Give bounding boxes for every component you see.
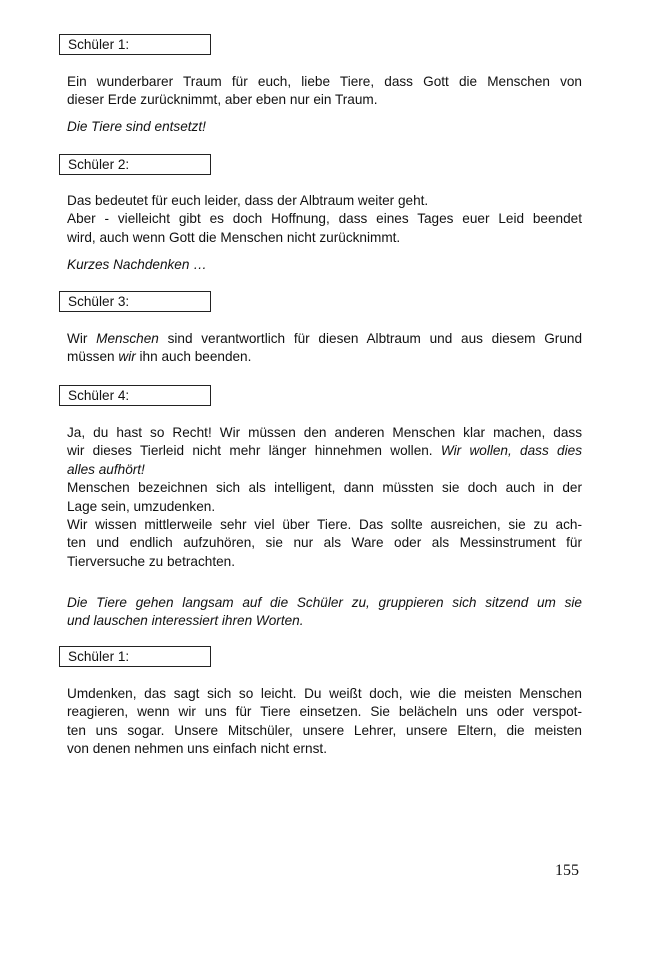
text-line: Wir wissen mittlerweile sehr viel über Tiere. Das sollte ausreichen, sie zu ach- [67,517,582,533]
text-line: und lauschen interessiert ihren Worten. [67,613,304,629]
page-number: 155 [555,862,579,879]
dialogue-paragraph [67,330,582,367]
dialogue-paragraph [67,73,582,110]
text-line [67,461,582,479]
text-run: sind verantwortlich für diesen Albtraum und aus diesem Grund [158,331,583,346]
text-line: Die Tiere gehen langsam auf die Schüler zu, gruppieren sich sitzend um sie [67,595,582,610]
speaker-box: Schüler 1: [59,646,211,667]
speaker-box: Schüler 3: [59,291,211,312]
text-line: von denen nehmen uns einfach nicht ernst. [67,741,327,757]
text-line: dieser Erde zurücknimmt, aber eben nur ein Traum. [67,92,378,108]
text-line: Ja, du hast so Recht! Wir müssen den anderen Menschen klar machen, dass [67,425,582,440]
text-line: Tierversuche zu betrachten. [67,553,235,569]
text-line [67,330,582,348]
text-run: müssen [67,349,119,365]
text-line: ten uns sogar. Unsere Mitschüler, unsere Lehrer, unsere Eltern, die meisten [67,722,582,738]
dialogue-paragraph [67,424,582,571]
dialogue-paragraph [67,685,582,759]
text-line: Ein wunderbarer Traum für euch, liebe Tiere, dass Gott die Menschen von [67,74,582,89]
text-run: ihn auch beenden. [135,349,252,365]
text-run: wir dieses Tierleid nicht mehr länger hinnehmen wollen. [67,443,441,459]
speaker-box: Schüler 4: [59,385,211,406]
text-line [67,442,582,460]
emphasis-run: Wir wollen, dass dies [440,443,582,459]
text-line: wird, auch wenn Gott die Menschen nicht zurücknimmt. [67,229,401,245]
emphasis-run: wir [118,349,136,365]
text-line: Das bedeutet für euch leider, dass der Albtraum weiter geht. [67,193,429,208]
text-line [67,348,582,366]
speaker-box: Schüler 1: [59,34,211,55]
stage-direction: Die Tiere sind entsetzt! [67,119,206,134]
speaker-box: Schüler 2: [59,154,211,175]
dialogue-paragraph [67,192,582,247]
text-line: Umdenken, das sagt sich so leicht. Du weißt doch, wie die meisten Menschen [67,686,582,701]
emphasis-run: Menschen [96,331,159,346]
stage-direction [67,594,582,631]
text-line: reagieren, wenn wir uns für Tiere einsetzen. Sie belächeln uns oder verspot- [67,704,582,720]
text-line: Aber - vielleicht gibt es doch Hoffnung, dass eines Tages euer Leid beendet [67,211,582,227]
emphasis-run: alles aufhört! [67,461,145,477]
text-line: Menschen bezeichnen sich als intelligent, dann müssten sie doch auch in der [67,480,582,496]
stage-direction: Kurzes Nachdenken … [67,257,207,272]
text-line: ten und endlich aufzuhören, sie nur als Ware oder als Messinstrument für [67,535,582,551]
text-line: Lage sein, umzudenken. [67,498,216,514]
text-run: Wir [67,331,97,346]
